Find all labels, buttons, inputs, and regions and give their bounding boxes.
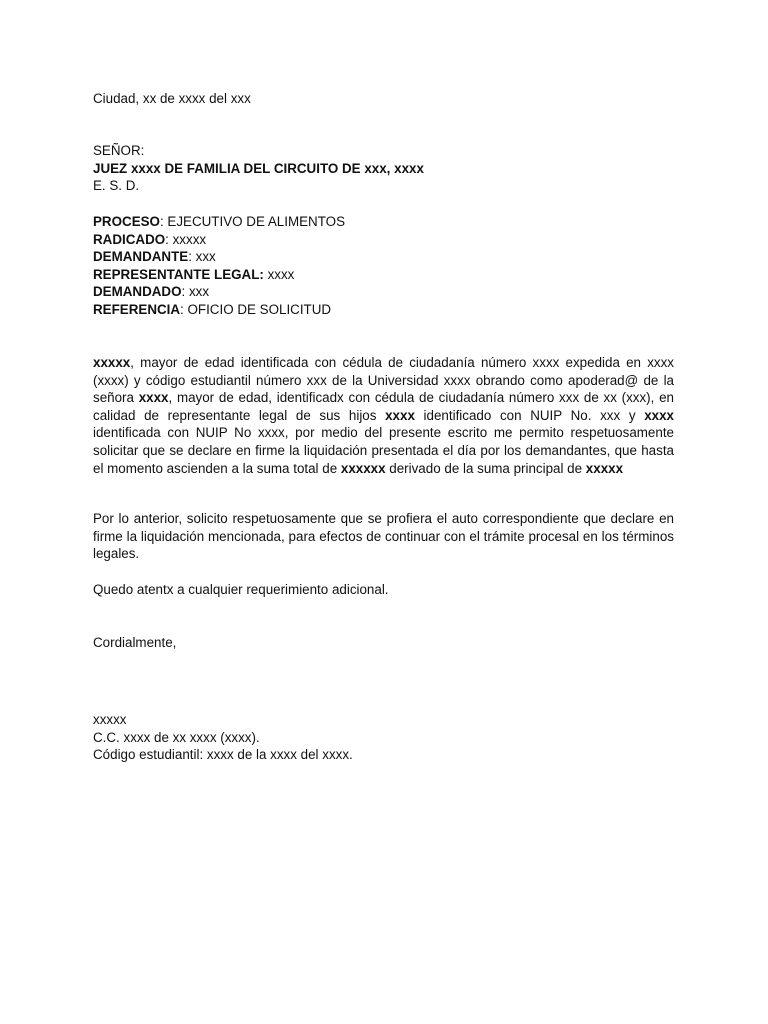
demandado-label: DEMANDADO bbox=[93, 284, 182, 300]
case-radicado bbox=[93, 231, 345, 249]
letter-page bbox=[93, 0, 674, 1024]
paragraph-text: , mayor de edad identificada con cédula de ciudadanía número xxxx expedida en xxxx (xxxx) y código estudiantil número xxx de la Universidad xxxx obrando como apoderad@ de la señora bbox=[93, 355, 674, 406]
child-name-1: xxxx bbox=[385, 407, 415, 423]
signer-id: C.C. xxxx de xx xxxx (xxxx). bbox=[93, 729, 260, 745]
body-paragraph-2: Por lo anterior, solicito respetuosamente que se profiera el auto correspondiente que declare en firme la liquidación mencionada, para efectos de continuar con el trámite procesal en los términos legales. bbox=[93, 511, 674, 562]
paragraph-text: derivado de la suma principal de bbox=[385, 460, 586, 476]
case-referencia bbox=[93, 301, 345, 319]
representante-value: xxxx bbox=[263, 266, 295, 282]
referencia-label: REFERENCIA bbox=[93, 301, 181, 317]
addressee-block bbox=[93, 142, 424, 195]
demandado-value: : xxx bbox=[181, 284, 210, 300]
body-paragraph-3: Quedo atentx a cualquier requerimiento adicional. bbox=[93, 582, 389, 597]
proceso-value: : EJECUTIVO DE ALIMENTOS bbox=[159, 214, 345, 229]
attorney-name: xxxxx bbox=[93, 355, 131, 370]
proceso-label: PROCESO bbox=[93, 214, 160, 229]
paragraph-text: identificada con NUIP No xxxx, por medio del presente escrito me permito respetuosamente solicitar que se declare en firme la liquidación presentada el día por los demandantes, que hasta el momento ascienden a la suma total de bbox=[93, 425, 674, 476]
radicado-label: RADICADO bbox=[93, 231, 166, 247]
case-demandado bbox=[93, 283, 345, 301]
referencia-value: : OFICIO DE SOLICITUD bbox=[180, 301, 332, 317]
signer-name: xxxxx bbox=[93, 712, 127, 727]
child-name-2: xxxx bbox=[644, 407, 674, 423]
principal-amount: xxxxx bbox=[585, 460, 624, 476]
radicado-value: : xxxxx bbox=[165, 231, 207, 247]
representante-label: REPRESENTANTE LEGAL: bbox=[93, 266, 264, 282]
esd-line: E. S. D. bbox=[93, 178, 140, 194]
closing: Cordialmente, bbox=[93, 635, 177, 650]
judge-line: JUEZ xxxx DE FAMILIA DEL CIRCUITO DE xxx, xxxx bbox=[93, 160, 424, 176]
client-name: xxxx bbox=[138, 390, 169, 406]
case-representante bbox=[93, 266, 345, 284]
case-reference-block bbox=[93, 213, 345, 319]
body-paragraph-1 bbox=[93, 354, 674, 477]
demandante-label: DEMANDANTE bbox=[93, 249, 189, 265]
salutation: SEÑOR: bbox=[93, 143, 145, 158]
signer-student-code: Código estudiantil: xxxx de la xxxx del xxxx. bbox=[93, 747, 353, 763]
demandante-value: : xxx bbox=[188, 249, 216, 265]
case-demandante bbox=[93, 248, 345, 266]
total-amount: xxxxxx bbox=[340, 460, 386, 476]
signature-block bbox=[93, 711, 353, 764]
paragraph-text: , mayor de edad, identificadx con cédula de ciudadanía número xxx de xx (xxx), en calidad de representante legal de sus hijos bbox=[93, 390, 674, 423]
city-date: Ciudad, xx de xxxx del xxx bbox=[93, 91, 251, 106]
case-proceso bbox=[93, 213, 345, 231]
paragraph-text: identificado con NUIP No. xxx y bbox=[414, 407, 645, 423]
